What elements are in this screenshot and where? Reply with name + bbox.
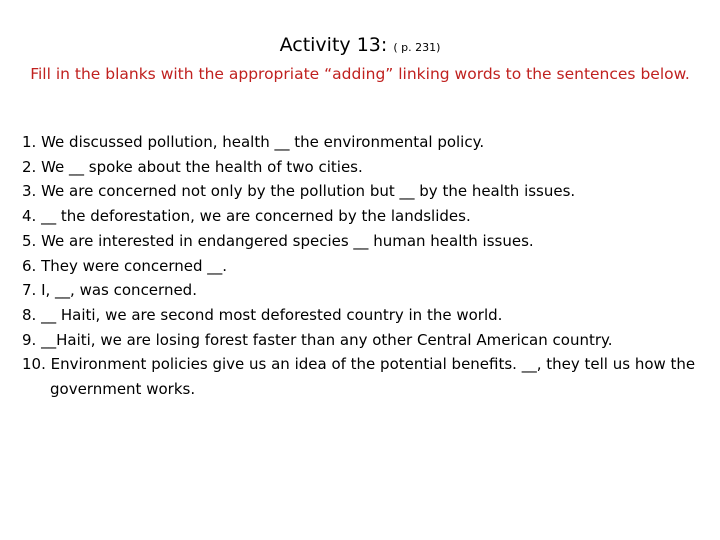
sentence-text: We are interested in endangered species __ human health issues. <box>41 231 534 250</box>
sentence-item <box>22 130 702 155</box>
sentence-number: 5. <box>22 231 37 250</box>
sentence-item <box>22 352 702 401</box>
sentence-item <box>22 303 702 328</box>
sentence-text: __ Haiti, we are second most deforested country in the world. <box>41 305 503 324</box>
sentence-list <box>22 130 702 402</box>
activity-title-text: Activity 13: <box>279 34 388 56</box>
sentence-text: I, __, was concerned. <box>41 281 197 300</box>
sentence-item <box>22 278 702 303</box>
page-reference: ( p. 231) <box>393 41 441 54</box>
sentence-number: 4. <box>22 207 37 226</box>
instruction-text: Fill in the blanks with the appropriate “adding” linking words to the sentences below. <box>30 65 690 83</box>
sentence-item <box>22 229 702 254</box>
sentence-number: 9. <box>22 330 37 349</box>
sentence-number: 1. <box>22 133 37 151</box>
sentence-item <box>22 328 702 353</box>
sentence-item <box>22 204 702 229</box>
sentence-text: __ the deforestation, we are concerned by the landslides. <box>41 207 471 226</box>
sentence-number: 7. <box>22 281 37 300</box>
sentence-text: We are concerned not only by the pollution but __ by the health issues. <box>41 182 576 201</box>
sentence-text: __Haiti, we are losing forest faster than any other Central American country. <box>41 330 613 349</box>
sentence-number: 8. <box>22 305 37 324</box>
activity-title <box>0 34 720 56</box>
sentence-number: 10. <box>22 355 46 374</box>
sentence-item <box>22 155 702 180</box>
sentence-text: We __ spoke about the health of two cities. <box>41 157 363 176</box>
sentence-item <box>22 179 702 204</box>
sentence-text: They were concerned __. <box>41 256 228 275</box>
sentence-item <box>22 254 702 279</box>
sentence-text: We discussed pollution, health __ the environmental policy. <box>41 133 485 151</box>
sentence-text: Environment policies give us an idea of the potential benefits. __, they tell us how the government works. <box>50 355 696 399</box>
sentence-number: 2. <box>22 157 37 176</box>
sentence-number: 6. <box>22 256 37 275</box>
sentence-number: 3. <box>22 182 37 201</box>
